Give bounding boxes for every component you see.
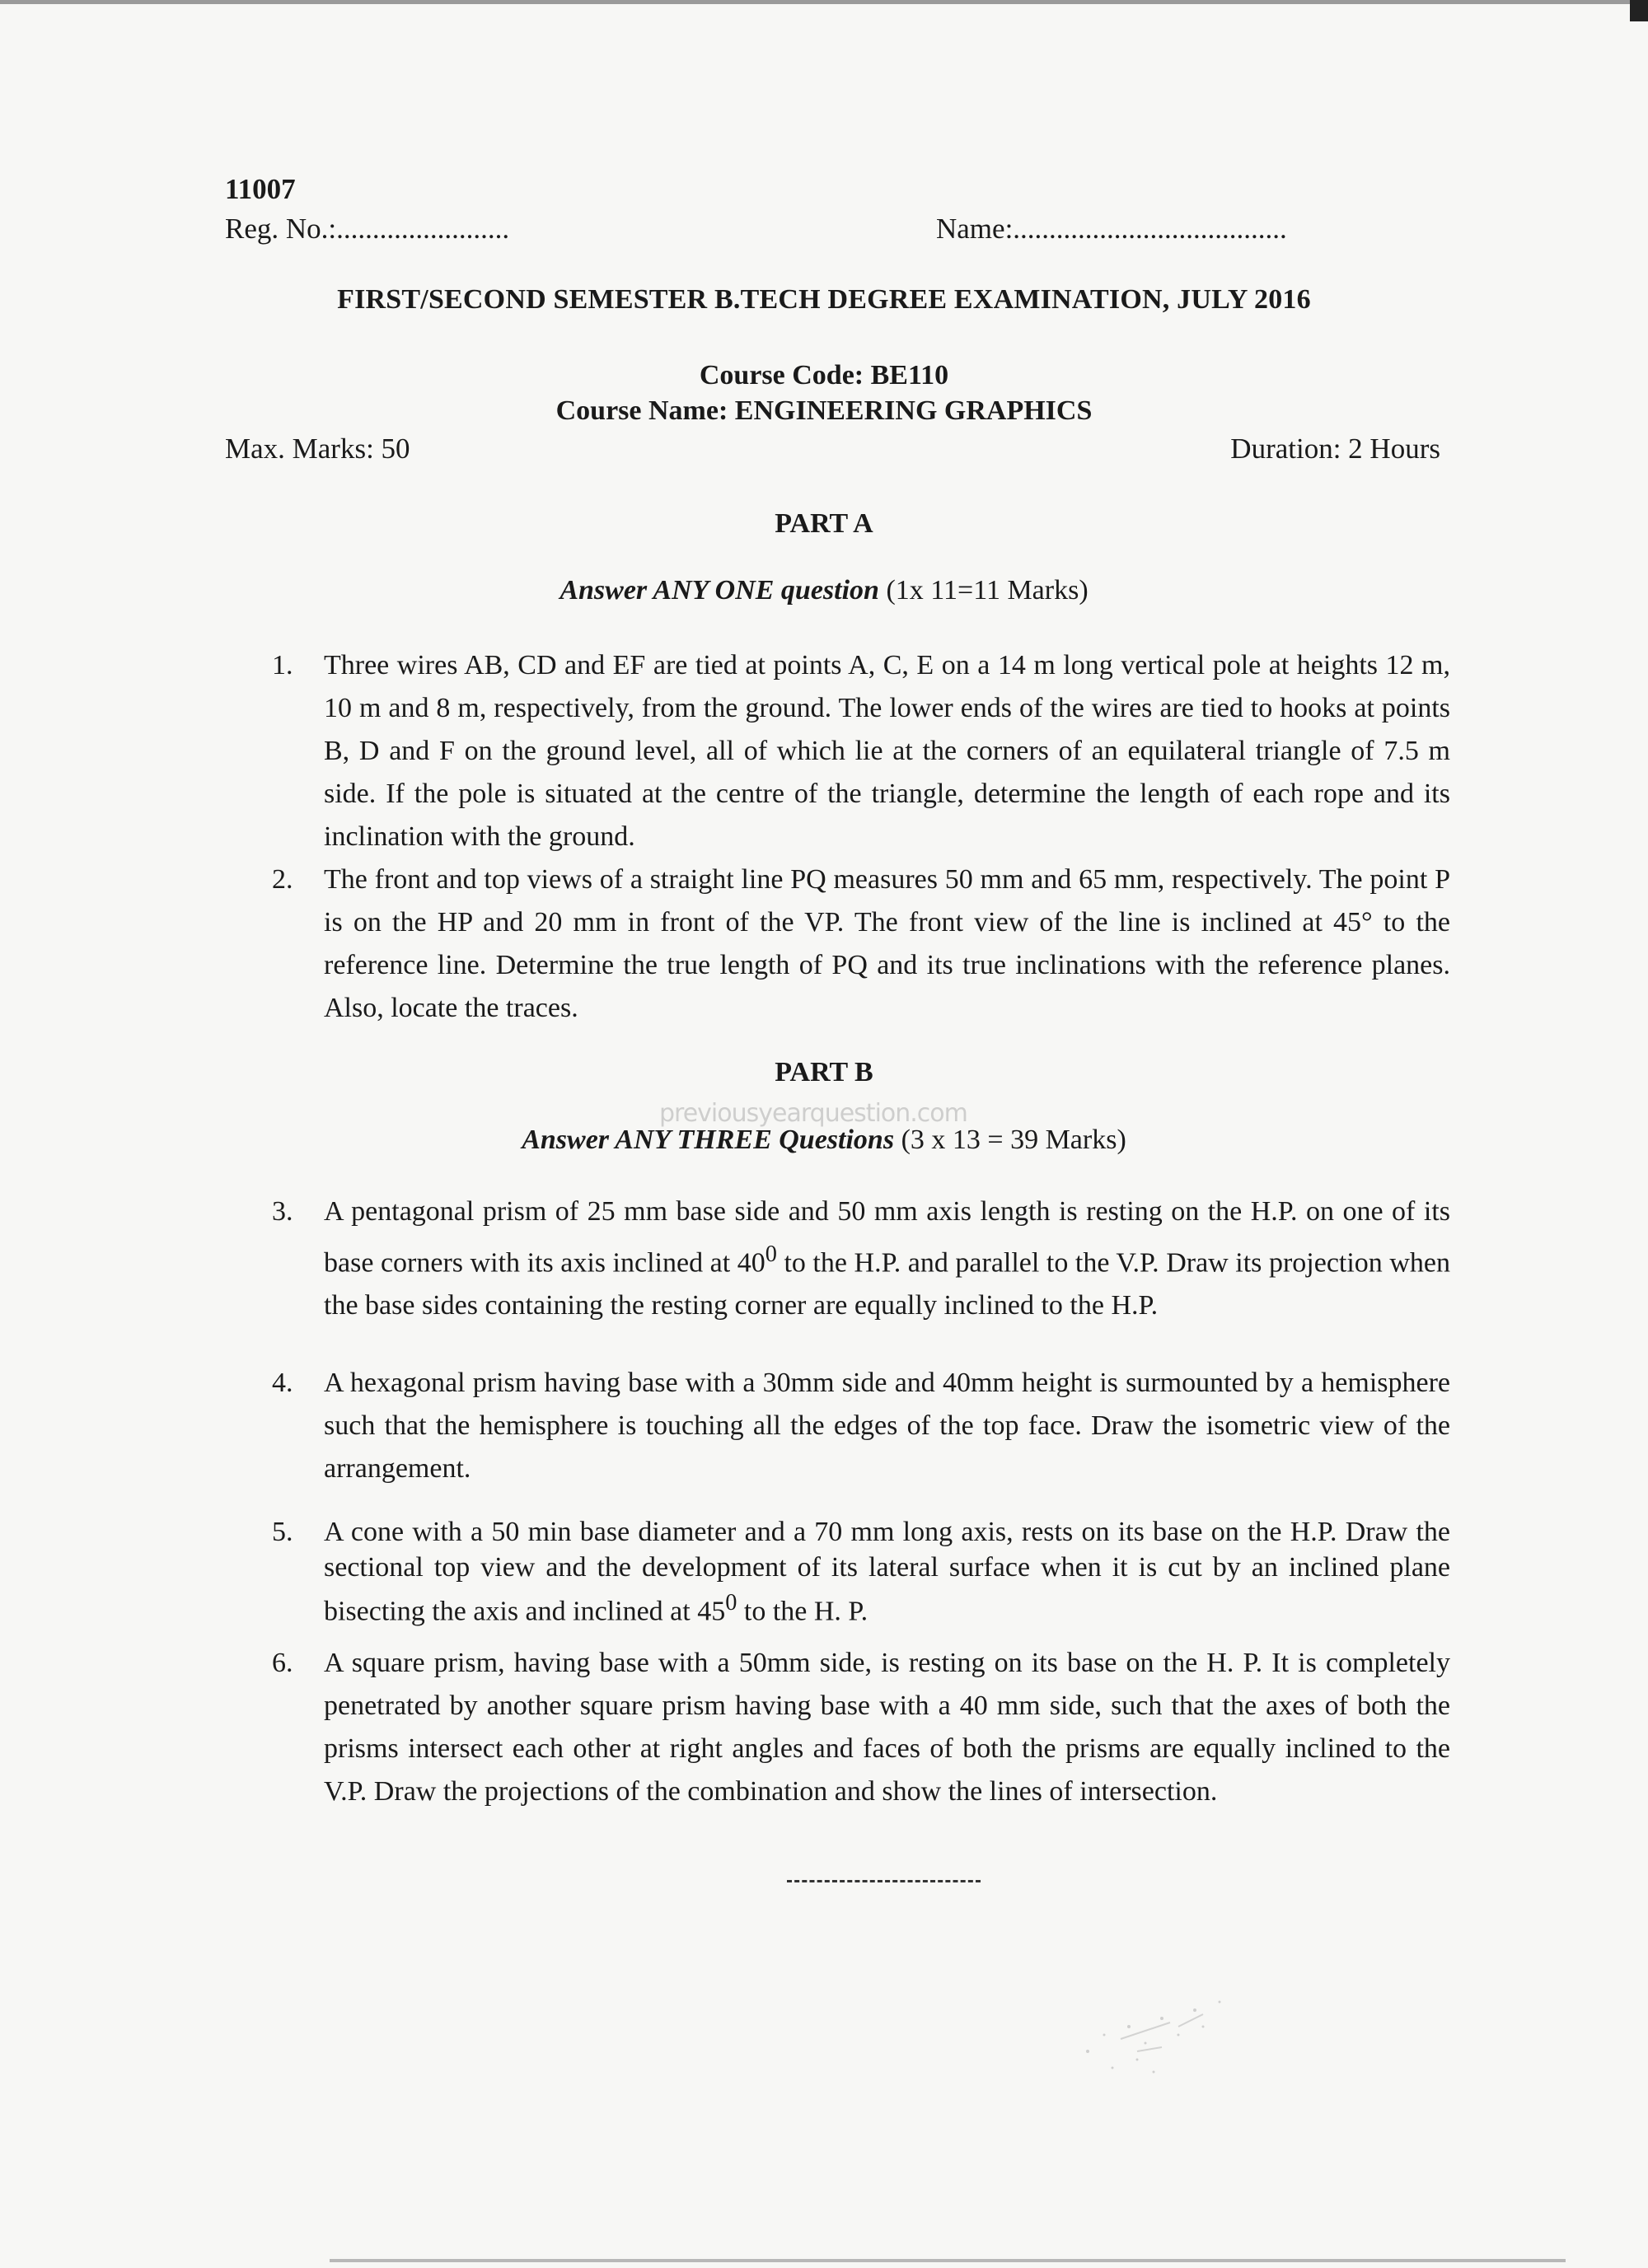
question-text: The front and top views of a straight line PQ measures 50 mm and 65 mm, respectively. The point P is on the HP and 20 mm in front of the VP. The front view of the line is inclined at 45° to the reference line. Determine the true length of PQ and its true inclinations with the reference planes. Also, locate the traces.: [324, 864, 1450, 1023]
max-marks: Max. Marks: 50: [225, 433, 410, 465]
question-text: A square prism, having base with a 50mm side, is resting on its base on the H. P. It is completely penetrated by another square prism having base with a 40 mm side, such that the axes of both the prisms intersect each other at right angles and faces of both the prisms are equally inclined to the V.P. Draw the projections of the combination and show the lines of intersection.: [324, 1648, 1450, 1807]
part-a-heading: PART A: [775, 508, 873, 539]
name-field: Name:......................................: [936, 213, 1287, 245]
part-b-heading: PART B: [775, 1057, 873, 1087]
part-a-instruction-emphasis: Answer ANY ONE question: [559, 575, 879, 606]
question-number: 5.: [272, 1517, 293, 1547]
paper-code: 11007: [225, 173, 296, 205]
scan-corner-mark: [1630, 0, 1648, 21]
question-number: 6.: [272, 1648, 293, 1678]
question-text-part: A cone with a 50 min base diameter and a 70 mm long axis, rests on its base on the H.P. Draw the sectional top view and the development of its lateral surface when it is cut by an inclined plane bisecting the axis and inclined at 45: [324, 1517, 1450, 1627]
scan-smudge: [1038, 1977, 1285, 2084]
exam-title: FIRST/SECOND SEMESTER B.TECH DEGREE EXAMINATION, JULY 2016: [337, 284, 1311, 315]
question-text-part: to the H. P.: [737, 1596, 868, 1627]
course-code: Course Code: BE110: [699, 360, 949, 390]
question-text: Three wires AB, CD and EF are tied at points A, C, E on a 14 m long vertical pole at heights 12 m, 10 m and 8 m, respectively, from the ground. The lower ends of the wires are tied to hooks at points B, D and F on the ground level, all of which lie at the corners of an equilateral triangle of 7.5 m side. If the pole is situated at the centre of the triangle, determine the length of each rope and its inclination with the ground.: [324, 650, 1450, 852]
scan-edge-top: [0, 0, 1648, 4]
question-text-part: to the H.P. and parallel to the V.P. Draw its projection when the base sides containing the resting corner are equally inclined to the H.P.: [324, 1247, 1450, 1321]
course-name: Course Name: ENGINEERING GRAPHICS: [555, 395, 1093, 426]
question-number: 1.: [272, 650, 293, 680]
part-a-instruction-marks: (1x 11=11 Marks): [878, 575, 1089, 606]
question-text: [324, 1514, 1450, 1629]
question-number: 3.: [272, 1196, 293, 1227]
part-b-instruction: [0, 1125, 1648, 1156]
question-text: A hexagonal prism having base with a 30mm side and 40mm height is surmounted by a hemisphere such that the hemisphere is touching all the edges of the top face. Draw the isometric view of the arrangement.: [324, 1368, 1450, 1484]
degree-superscript: 0: [765, 1242, 777, 1267]
part-b-instruction-emphasis: Answer ANY THREE Questions: [522, 1125, 895, 1155]
question-text-part: A pentagonal prism of 25 mm base side and 50 mm axis length is resting on the H.P. on one of its base corners with its axis inclined at 40: [324, 1196, 1450, 1279]
reg-no-field: Reg. No.:........................: [225, 213, 510, 245]
end-of-paper-line: [787, 1880, 981, 1882]
question-number: 2.: [272, 864, 293, 895]
question-text: [324, 1190, 1450, 1327]
part-b-instruction-marks: (3 x 13 = 39 Marks): [894, 1125, 1126, 1155]
site-watermark: previousyearquestion.com: [659, 1099, 967, 1128]
question-number: 4.: [272, 1368, 293, 1398]
duration: Duration: 2 Hours: [1230, 433, 1440, 465]
scan-edge-bottom: [330, 2259, 1566, 2262]
part-a-instruction: [0, 575, 1648, 606]
degree-superscript: 0: [725, 1590, 737, 1616]
